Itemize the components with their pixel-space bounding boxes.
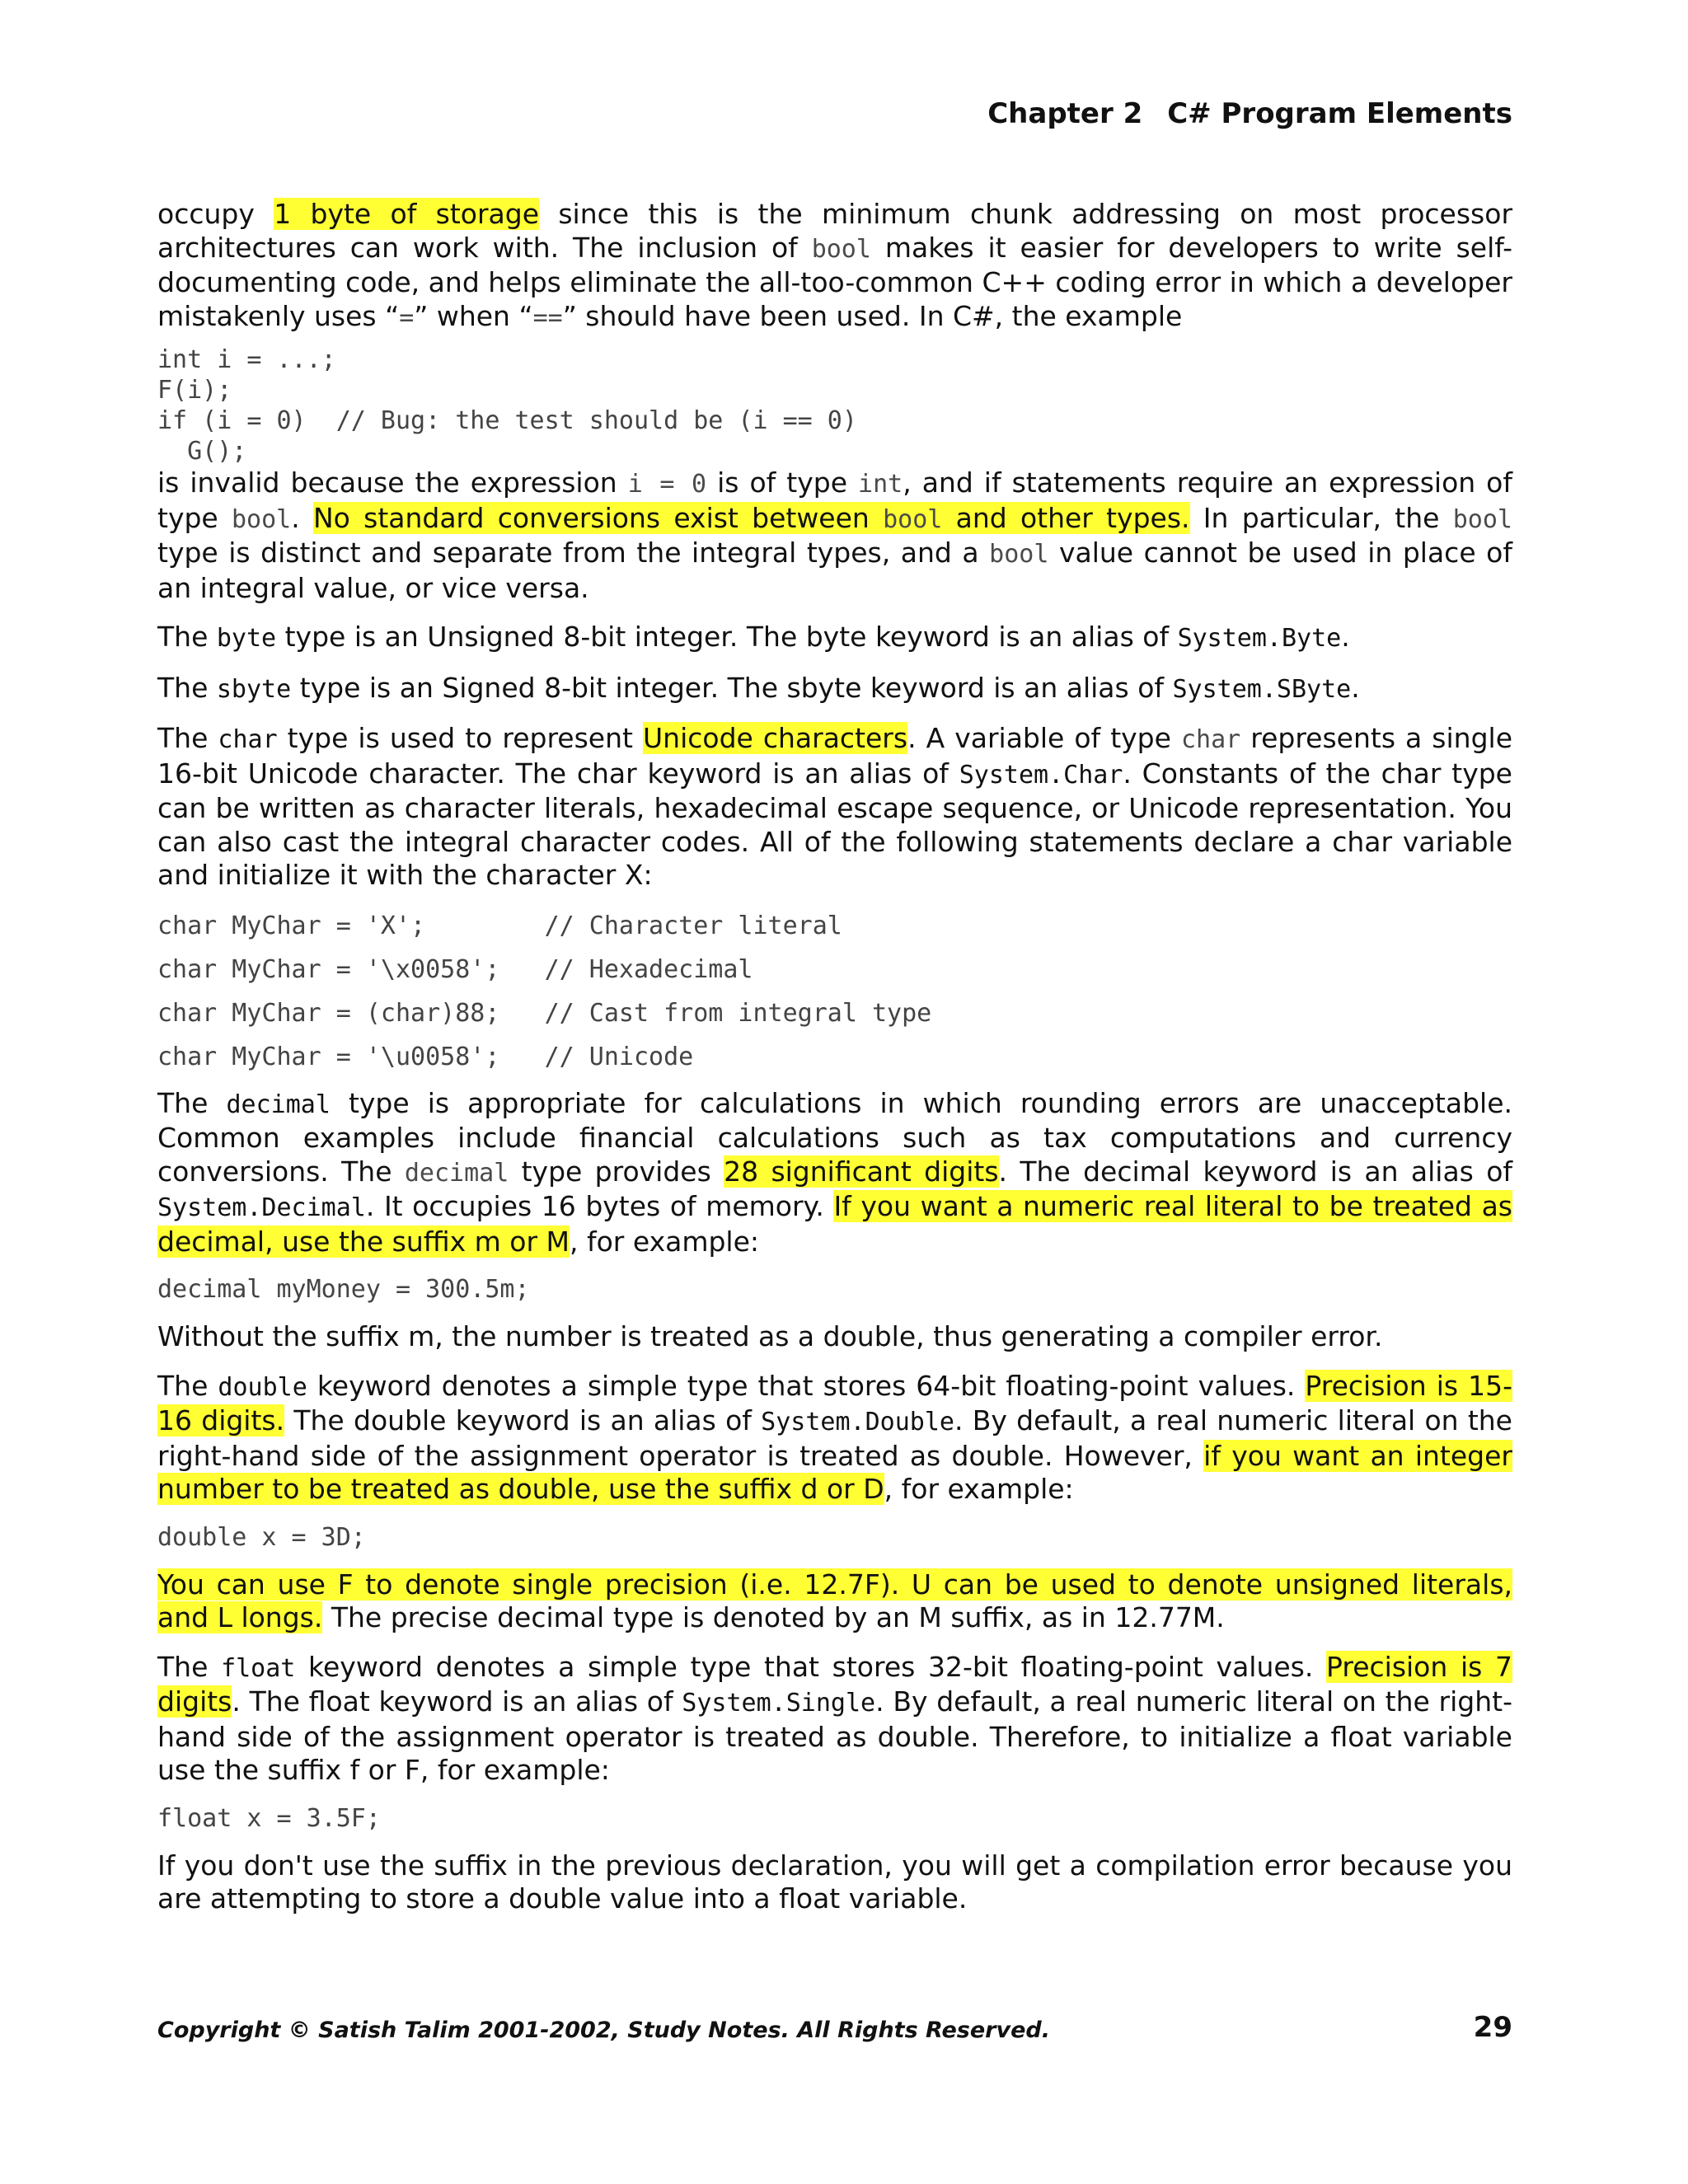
text-run: The (157, 671, 217, 704)
paragraph-float-error: If you don't use the suffix in the previous declaration, you will get a compilation error because you are attempting to store a double value into a float variable. (157, 1849, 1512, 1915)
code-block-decimal: decimal myMoney = 300.5m; (157, 1275, 530, 1304)
inline-code: bool (811, 234, 871, 264)
highlighted-text: Precision is 7 digits (157, 1650, 1512, 1718)
running-header (987, 97, 1512, 130)
text-run: type is used to represent (277, 722, 643, 754)
keyword: float (221, 1653, 296, 1683)
text-run: ” should have been used. In C#, the example (562, 299, 1183, 332)
text-run: since this is the minimum chunk addressing on most processor architectures can work with. The inclusion of (157, 198, 1513, 264)
paragraph-sbyte (157, 672, 1512, 707)
text-run: The (157, 1369, 218, 1402)
paragraph-bool-storage (157, 198, 1512, 335)
text-run: represents a single 16-bit Unicode character. The char keyword is an alias of (157, 722, 1512, 790)
inline-code: bool (989, 540, 1049, 569)
text-run: . (1341, 621, 1350, 653)
paragraph-float (157, 1651, 1512, 1788)
text-run: occupy (157, 198, 274, 230)
paragraph-double (157, 1370, 1512, 1507)
highlighted-text (313, 502, 1190, 534)
paragraph-decimal (157, 1087, 1512, 1259)
text-run: keyword denotes a simple type that stores 32-bit floating-point values. (295, 1650, 1327, 1683)
class-name: System.SByte (1172, 674, 1352, 704)
text-run: . It occupies 16 bytes of memory. (365, 1190, 834, 1222)
text-run: type is an Unsigned 8-bit integer. The byte keyword is an alias of (276, 621, 1178, 653)
text-run: The precise decimal type is denoted by an M suffix, as in 12.77M. (322, 1601, 1225, 1633)
text-run: . (291, 501, 313, 534)
text-run: makes it easier for developers to write self-documenting code, and helps eliminate the all-too-common C++ coding error in which a developer mistakenly uses “ (157, 231, 1512, 332)
chapter-number: Chapter 2 (987, 97, 1143, 130)
text-run: ” when “ (414, 299, 533, 332)
code-block-double: double x = 3D; (157, 1522, 366, 1552)
highlighted-text: 1 byte of storage (274, 198, 540, 230)
class-name: System.Double (761, 1408, 954, 1436)
code-block-float: float x = 3.5F; (157, 1803, 381, 1833)
inline-code: == (532, 302, 563, 332)
chapter-title: C# Program Elements (1167, 97, 1512, 130)
highlighted-text: if you want an integer number to be treated as double, use the suffix d or D (157, 1439, 1512, 1505)
keyword: sbyte (216, 674, 292, 704)
text-run: , for example: (884, 1473, 1074, 1505)
text-run: , for example: (570, 1225, 760, 1258)
text-run: . (1351, 671, 1360, 704)
text-run: is of type (706, 466, 859, 499)
inline-code: int (858, 470, 903, 499)
code-block-char: char MyChar = 'X'; // Character literal char MyChar = '\x0058'; // Hexadecimal char MyChar = (char)88; // Cast from integral type char MyChar = '\u0058'; // Unicode (157, 911, 932, 1071)
keyword: double (218, 1372, 307, 1402)
class-name: System.Byte (1177, 624, 1342, 653)
text-run: . A variable of type (907, 722, 1181, 754)
inline-code: bool (1452, 504, 1512, 534)
paragraph-char (157, 722, 1512, 893)
inline-code: char (1180, 725, 1241, 754)
highlighted-text: Precision is 15-16 digits. (157, 1369, 1512, 1436)
text-run: . Constants of the char type can be written as character literals, hexadecimal escape sequence, or Unicode representation. You can also cast the integral character codes. All of the following statements declare a char variable and initialize it with the character X: (157, 757, 1512, 891)
text-run: , and if statements require an expression of type (157, 466, 1512, 534)
text-run: No standard conversions exist between (312, 501, 884, 534)
inline-code: i = 0 (627, 470, 707, 499)
text-run: . By default, a real numeric literal on the right-hand side of the assignment operator is treated as double. Therefore, to initialize a float variable use the suffix f or F, for example: (157, 1685, 1512, 1786)
copyright-notice: Copyright © Satish Talim 2001-2002, Study Notes. All Rights Reserved. (157, 2018, 1050, 2043)
page-number: 29 (1473, 2011, 1512, 2044)
text-run: . The decimal keyword is an alias of (998, 1155, 1512, 1188)
code-block-bool-bug: int i = ...; F(i); if (i = 0) // Bug: the test should be (i == 0) G(); (157, 345, 857, 466)
paragraph-decimal-suffix: Without the suffix m, the number is treated as a double, thus generating a compiler error. (157, 1320, 1383, 1352)
highlighted-text: If you want a numeric real literal to be treated as decimal, use the suffix m or M (157, 1190, 1512, 1258)
inline-code: bool (231, 504, 292, 534)
text-run: type provides (509, 1155, 724, 1188)
text-run: The (157, 1650, 222, 1683)
text-run: The double keyword is an alias of (284, 1404, 762, 1436)
keyword: byte (216, 624, 277, 653)
keyword: char (218, 725, 278, 754)
keyword: decimal (226, 1090, 331, 1119)
text-run: and other types. (942, 501, 1190, 534)
text-run: is invalid because the expression (157, 466, 628, 499)
text-run: keyword denotes a simple type that stores 64-bit floating-point values. (307, 1369, 1306, 1402)
text-run: The (157, 1086, 227, 1119)
class-name: System.Decimal (157, 1193, 366, 1222)
paragraph-byte (157, 621, 1512, 656)
text-run: . The float keyword is an alias of (232, 1685, 682, 1718)
paragraph-suffixes (157, 1568, 1512, 1635)
paragraph-bool-invalid (157, 466, 1512, 605)
class-name: System.Single (682, 1689, 876, 1718)
highlighted-text: Unicode characters (643, 722, 908, 754)
text-run: type is appropriate for calculations in which rounding errors are unacceptable. Common examples include financial calculations such as tax computations and currency conversions. The (157, 1086, 1512, 1188)
text-run: In particular, the (1189, 501, 1453, 534)
page-body (157, 198, 1512, 1932)
highlighted-text: 28 significant digits (724, 1155, 999, 1188)
text-run: . By default, a real numeric literal on the right-hand side of the assignment operator is treated as double. However, (157, 1404, 1512, 1472)
class-name: System.Char (959, 760, 1123, 790)
inline-code: bool (883, 504, 943, 534)
text-run: type is an Signed 8-bit integer. The sbyte keyword is an alias of (291, 671, 1173, 704)
text-run: The (157, 621, 217, 653)
inline-code: decimal (404, 1158, 509, 1188)
text-run: value cannot be used in place of an integral value, or vice versa. (157, 537, 1512, 604)
inline-code: = (399, 302, 415, 332)
text-run: The (157, 722, 218, 754)
highlighted-text: You can use F to denote single precision (i.e. 12.7F). U can be used to denote unsigned literals, and L longs. (157, 1568, 1512, 1633)
text-run: type is distinct and separate from the integral types, and a (157, 537, 990, 569)
